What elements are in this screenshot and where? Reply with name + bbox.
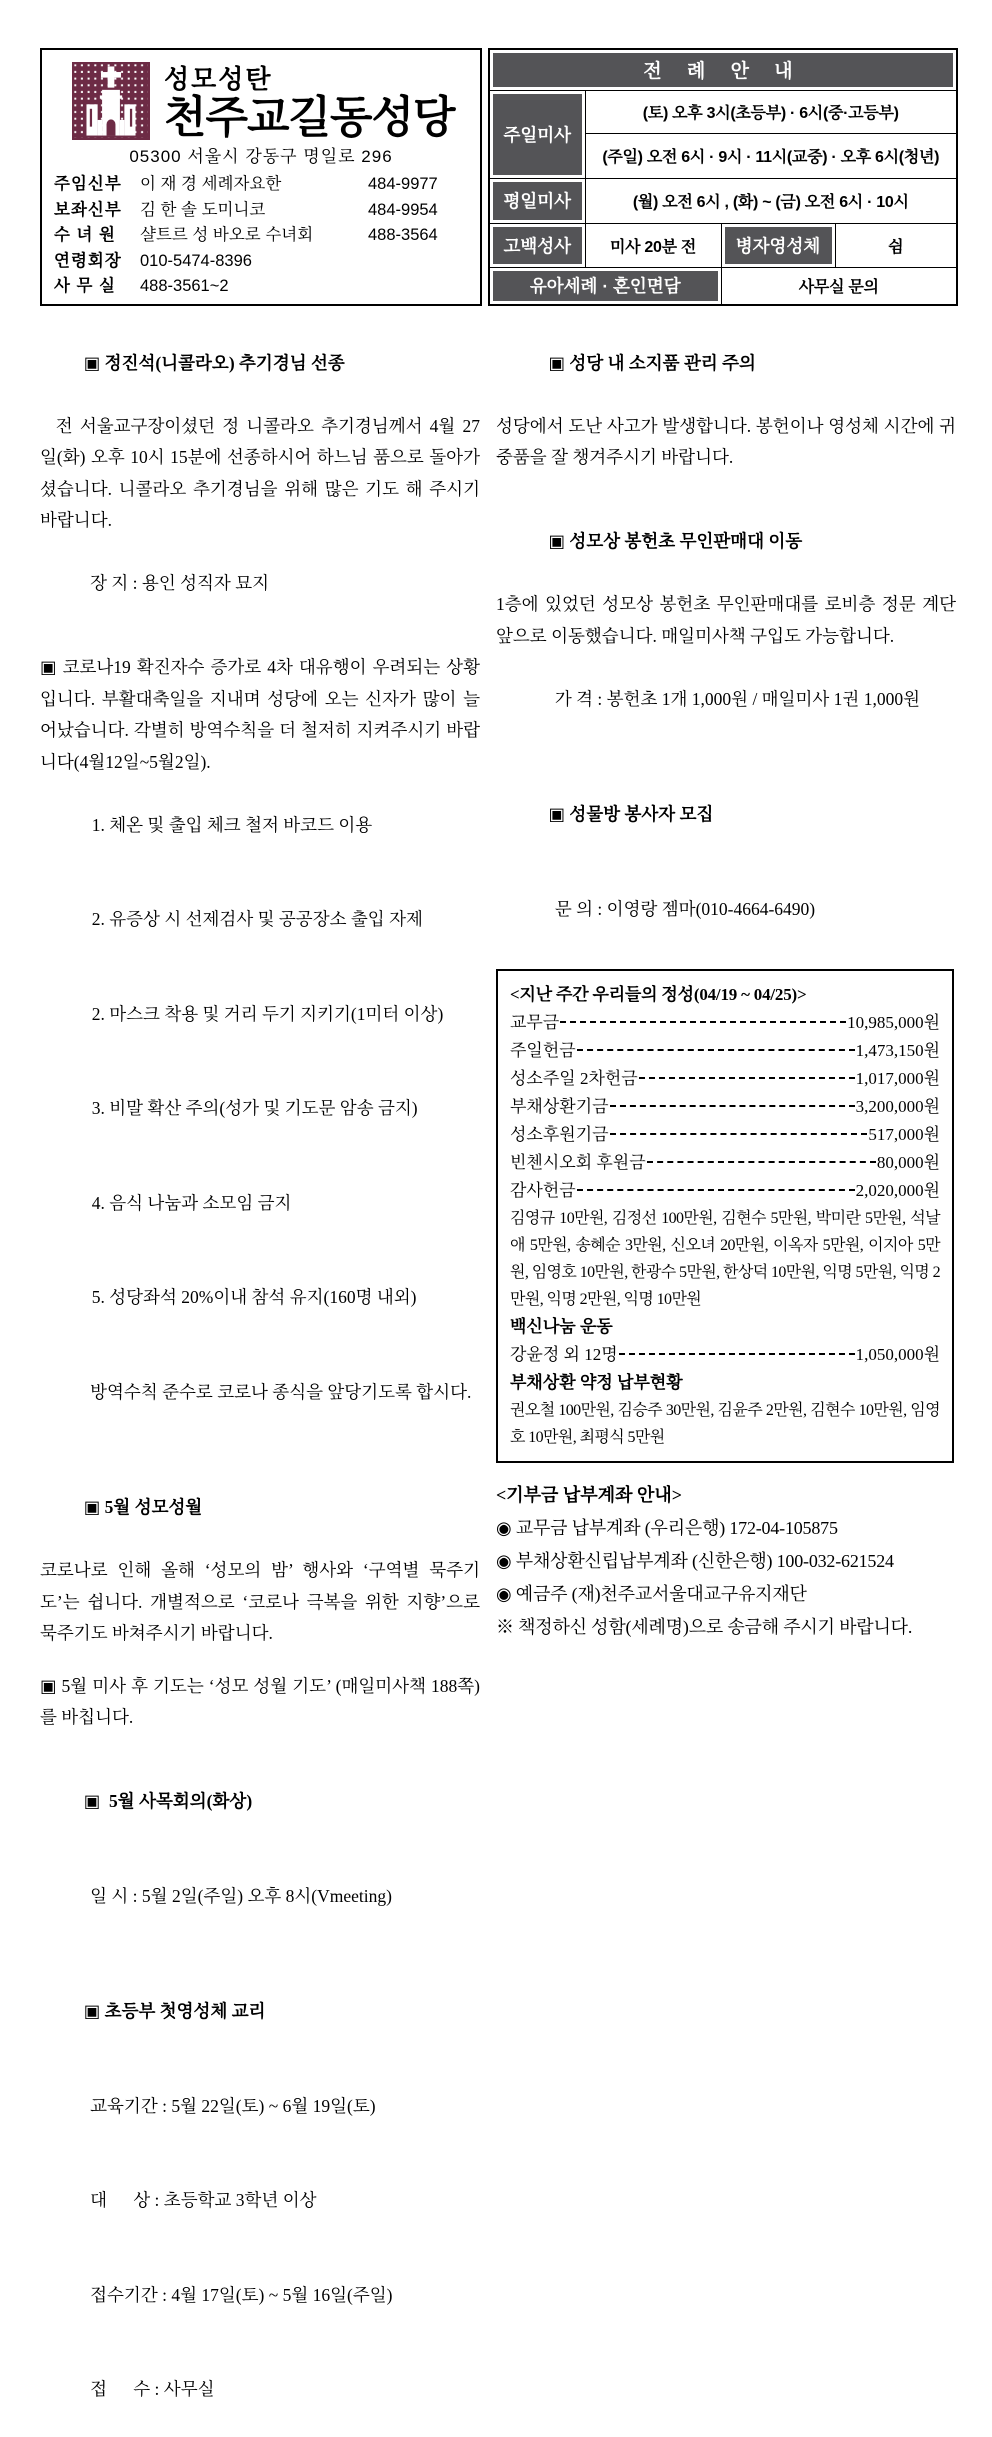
notice-text: ▣ 코로나19 확진자수 증가로 4차 대유행이 우려되는 상황입니다. 부활대축일을 지내며 성당에 오는 신자가 많이 늘어났습니다. 각별히 방역수칙을 더 철저히 지켜주시기 바랍니다(4월12일~5월2일). xyxy=(40,657,480,772)
header-area xyxy=(40,48,956,306)
dash-leader xyxy=(577,1049,855,1051)
notice-block xyxy=(40,1650,480,1671)
notice-text: 대 상 : 초등학교 3학년 이상 xyxy=(86,2190,317,2210)
notice-block xyxy=(40,537,480,632)
body-columns xyxy=(40,316,956,2437)
baptism-marriage-value: 사무실 문의 xyxy=(721,267,957,305)
dash-leader xyxy=(610,1105,855,1107)
church-title: 천주교길동성당 xyxy=(164,94,455,142)
weekday-mass-times: (월) 오전 6시 , (화) ~ (금) 오전 6시 · 10시 xyxy=(585,178,957,223)
account-line: ◉ 교무금 납부계좌 (우리은행) 172-04-105875 xyxy=(496,1512,956,1545)
notice-block xyxy=(40,2059,480,2154)
dash-leader xyxy=(577,1189,855,1191)
offering-label: 빈첸시오회 후원금 xyxy=(510,1149,646,1177)
weekday-mass-label-cell xyxy=(489,178,585,223)
offering-label: 권오철 100만원, 김승주 30만원, 김윤주 2만원, 김현수 10만원, 임영호 10만원, 최평식 5만원 xyxy=(510,1402,940,1446)
notice-text: 1층에 있었던 성모상 봉헌초 무인판매대를 로비층 정문 계단 앞으로 이동했습니다. 매일미사책 구입도 가능합니다. xyxy=(496,594,956,646)
liturgy-table xyxy=(488,48,958,306)
notice-block xyxy=(496,474,956,495)
notice-text: 일 시 : 5월 2일(주일) 오후 8시(Vmeeting) xyxy=(86,1886,392,1906)
contact-row xyxy=(54,249,468,275)
notice-block xyxy=(496,747,956,768)
offering-amount: 1,473,150원 xyxy=(856,1037,940,1065)
confession-time: 미사 20분 전 xyxy=(585,223,721,267)
offering-row xyxy=(510,1065,940,1093)
sunday-mass-saturday-times: (토) 오후 3시(초등부) · 6시(중·고등부) xyxy=(585,90,957,133)
contact-phone xyxy=(368,274,468,300)
contact-value: 이 재 경 세례자요한 xyxy=(140,172,368,198)
offering-row xyxy=(510,1369,940,1397)
notice-block xyxy=(40,2343,480,2437)
contact-phone xyxy=(368,249,468,275)
offering-row xyxy=(510,1121,940,1149)
notice-block xyxy=(496,652,956,747)
offering-amount: 10,985,000원 xyxy=(847,1009,940,1037)
notice-text: 1. 체온 및 출입 체크 철저 바코드 이용 xyxy=(92,815,372,835)
confession-label-cell xyxy=(489,223,585,267)
church-logo-icon xyxy=(72,62,150,140)
offering-amount: 1,017,000원 xyxy=(856,1065,940,1093)
notice-text: ▣ 성물방 봉사자 모집 xyxy=(549,804,714,824)
notice-block xyxy=(40,1755,480,1850)
contact-value: 샬트르 성 바오로 수녀회 xyxy=(140,223,368,249)
baptism-marriage-label: 유아세례 · 혼인면담 xyxy=(493,271,718,302)
offering-label: 성소주일 2차헌금 xyxy=(510,1065,638,1093)
notice-block xyxy=(40,2154,480,2249)
sick-communion-label-cell xyxy=(721,223,835,267)
dash-leader xyxy=(560,1021,846,1023)
sick-communion-value: 쉼 xyxy=(835,223,957,267)
sunday-mass-sunday-times: (주일) 오전 6시 · 9시 · 11시(교중) · 오후 6시(청년) xyxy=(585,133,957,178)
notice-block xyxy=(40,1461,480,1556)
weekday-mass-label: 평일미사 xyxy=(493,182,582,220)
dash-leader xyxy=(647,1161,876,1163)
offering-label: 성소후원기금 xyxy=(510,1121,609,1149)
notice-block xyxy=(40,411,480,537)
donation-account-section xyxy=(496,1479,956,1644)
notice-block xyxy=(496,495,956,590)
notice-block xyxy=(496,316,956,411)
offering-row xyxy=(510,1177,940,1205)
church-identity-box xyxy=(40,48,482,306)
offering-row xyxy=(510,1397,940,1451)
contact-value: 010-5474-8396 xyxy=(140,249,368,275)
notice-text: ▣ 성모상 봉헌초 무인판매대 이동 xyxy=(549,531,803,551)
contact-label: 주임신부 xyxy=(54,172,140,198)
notice-block xyxy=(40,1671,480,1734)
notice-text: ▣ 성당 내 소지품 관리 주의 xyxy=(549,353,756,373)
account-lines xyxy=(496,1512,956,1644)
offering-rows xyxy=(510,1009,940,1451)
notice-text: 방역수칙 준수로 코로나 종식을 앞당기도록 합시다. xyxy=(86,1382,472,1402)
notice-block xyxy=(40,1062,480,1157)
notice-block xyxy=(40,1156,480,1251)
notice-text: ▣ 정진석(니콜라오) 추기경님 선종 xyxy=(84,353,345,373)
notice-text: 2. 유증상 시 선제검사 및 공공장소 출입 자제 xyxy=(92,909,423,929)
offering-label: 부채상환기금 xyxy=(510,1093,609,1121)
notice-block xyxy=(40,873,480,968)
notice-block xyxy=(40,1734,480,1755)
notice-text: 장 지 : 용인 성직자 묘지 xyxy=(86,573,269,593)
notice-block xyxy=(40,316,480,411)
dash-leader xyxy=(610,1133,868,1135)
notice-text: 2. 마스크 착용 및 거리 두기 지키기(1미터 이상) xyxy=(92,1004,444,1024)
offering-amount: 3,200,000원 xyxy=(856,1093,940,1121)
offering-label: 백신나눔 운동 xyxy=(510,1317,613,1336)
baptism-marriage-label-cell xyxy=(489,267,721,305)
offering-label: 김영규 10만원, 김정선 100만원, 김현수 5만원, 박미란 5만원, 석날애 5만원, 송혜순 3만원, 신오녀 20만원, 이옥자 5만원, 이지아 5만원, 임영호 10만원, 한광수 5만원, 한상덕 10만원, 익명 5만원, 익명 2만원, 익명 2만원, 익명 10만원 xyxy=(510,1210,940,1308)
dash-leader xyxy=(639,1077,855,1079)
notice-text: 5. 성당좌석 20%이내 참석 유지(160명 내외) xyxy=(92,1287,417,1307)
contact-label: 보좌신부 xyxy=(54,198,140,224)
right-column-notices xyxy=(496,316,956,957)
notice-text: ▣ 5월 사목회의(화상) xyxy=(84,1791,252,1811)
contact-phone: 484-9977 xyxy=(368,172,468,198)
offering-amount: 1,050,000원 xyxy=(856,1341,940,1369)
notice-block xyxy=(40,2248,480,2343)
left-column xyxy=(40,316,480,2437)
notice-block xyxy=(496,589,956,652)
notice-text: 전 서울교구장이셨던 정 니콜라오 추기경님께서 4월 27일(화) 오후 10시 15분에 선종하시어 하느님 품으로 돌아가셨습니다. 니콜라오 추기경님을 위해 많은 기도 해 주시기 바랍니다. xyxy=(40,416,480,531)
offering-label: 부채상환 약정 납부현황 xyxy=(510,1373,683,1392)
contact-value: 김 한 솔 도미니코 xyxy=(140,198,368,224)
notice-text: 성당에서 도난 사고가 발생합니다. 봉헌이나 영성체 시간에 귀중품을 잘 챙겨주시기 바랍니다. xyxy=(496,416,956,468)
contact-phone: 488-3564 xyxy=(368,223,468,249)
sick-communion-label: 병자영성체 xyxy=(725,227,832,264)
liturgy-header-cell xyxy=(489,49,957,90)
church-subtitle: 성모성탄 xyxy=(164,64,455,94)
contact-row xyxy=(54,172,468,198)
right-column xyxy=(496,316,956,2437)
church-address: 05300 서울시 강동구 명일로 296 xyxy=(54,144,468,170)
logo-row xyxy=(72,62,468,142)
notice-text: 접수기간 : 4월 17일(토) ~ 5월 16일(주일) xyxy=(86,2285,393,2305)
account-section-title: <기부금 납부계좌 안내> xyxy=(496,1479,956,1512)
notice-text: ▣ 초등부 첫영성체 교리 xyxy=(84,2001,266,2021)
notice-block xyxy=(40,1251,480,1346)
offering-label: 주일헌금 xyxy=(510,1037,576,1065)
notice-block xyxy=(40,778,480,873)
notice-block xyxy=(40,631,480,652)
notice-block xyxy=(40,1965,480,2060)
offering-row xyxy=(510,1313,940,1341)
notice-text: 교육기간 : 5월 22일(토) ~ 6월 19일(토) xyxy=(86,2096,376,2116)
contact-phone: 484-9954 xyxy=(368,198,468,224)
offering-label: 강윤정 외 12명 xyxy=(510,1341,618,1369)
liturgy-title: 전 례 안 내 xyxy=(493,53,953,87)
notice-block xyxy=(40,1345,480,1440)
church-titles xyxy=(164,62,455,142)
account-line: ※ 책정하신 성함(세례명)으로 송금해 주시기 바랍니다. xyxy=(496,1611,956,1644)
offering-row xyxy=(510,1149,940,1177)
offering-label: 교무금 xyxy=(510,1009,559,1037)
offering-row xyxy=(510,1205,940,1313)
offering-box xyxy=(496,969,954,1463)
account-line: ◉ 부채상환신립납부계좌 (신한은행) 100-032-621524 xyxy=(496,1545,956,1578)
notice-block xyxy=(40,652,480,778)
notice-block xyxy=(496,411,956,474)
offering-amount: 80,000원 xyxy=(877,1149,940,1177)
notice-block xyxy=(40,1555,480,1650)
contact-label: 수 녀 원 xyxy=(54,223,140,249)
offering-row xyxy=(510,1009,940,1037)
notice-text: 가 격 : 봉헌초 1개 1,000원 / 매일미사 1권 1,000원 xyxy=(551,689,921,709)
dash-leader xyxy=(619,1353,855,1355)
contact-label: 사 무 실 xyxy=(54,274,140,300)
contact-row xyxy=(54,223,468,249)
offering-row xyxy=(510,1341,940,1369)
notice-text: 3. 비말 확산 주의(성가 및 기도문 암송 금지) xyxy=(92,1098,418,1118)
notice-block xyxy=(40,1440,480,1461)
sunday-mass-label-cell xyxy=(489,90,585,178)
contact-value: 488-3561~2 xyxy=(140,274,368,300)
offering-row xyxy=(510,1037,940,1065)
notice-text: 4. 음식 나눔과 소모임 금지 xyxy=(92,1193,292,1213)
notice-text: 코로나로 인해 올해 ‘성모의 밤’ 행사와 ‘구역별 묵주기도’는 쉽니다. 개별적으로 ‘코로나 극복을 위한 지향’으로 묵주기도 바쳐주시기 바랍니다. xyxy=(40,1560,480,1643)
notice-text: 문 의 : 이영랑 젬마(010-4664-6490) xyxy=(551,899,816,919)
offering-amount: 2,020,000원 xyxy=(856,1177,940,1205)
notice-block xyxy=(496,768,956,863)
notice-text: ▣ 5월 미사 후 기도는 ‘성모 성월 기도’ (매일미사책 188쪽)를 바칩니다. xyxy=(40,1676,480,1728)
sunday-mass-label: 주일미사 xyxy=(493,94,582,175)
liturgy-table-wrap xyxy=(488,48,956,304)
contact-list xyxy=(54,172,468,300)
notice-block xyxy=(40,967,480,1062)
notice-text: 접 수 : 사무실 xyxy=(86,2379,215,2399)
offering-box-title: <지난 주간 우리들의 정성(04/19 ~ 04/25)> xyxy=(510,981,940,1009)
contact-row xyxy=(54,198,468,224)
notice-block xyxy=(496,862,956,957)
notice-block xyxy=(40,1849,480,1944)
offering-amount: 517,000원 xyxy=(868,1121,940,1149)
confession-label: 고백성사 xyxy=(493,227,582,264)
offering-row xyxy=(510,1093,940,1121)
account-line: ◉ 예금주 (재)천주교서울대교구유지재단 xyxy=(496,1578,956,1611)
notice-text: ▣ 5월 성모성월 xyxy=(84,1497,203,1517)
contact-row xyxy=(54,274,468,300)
offering-label: 감사헌금 xyxy=(510,1177,576,1205)
notice-block xyxy=(40,1944,480,1965)
contact-label: 연령회장 xyxy=(54,249,140,275)
